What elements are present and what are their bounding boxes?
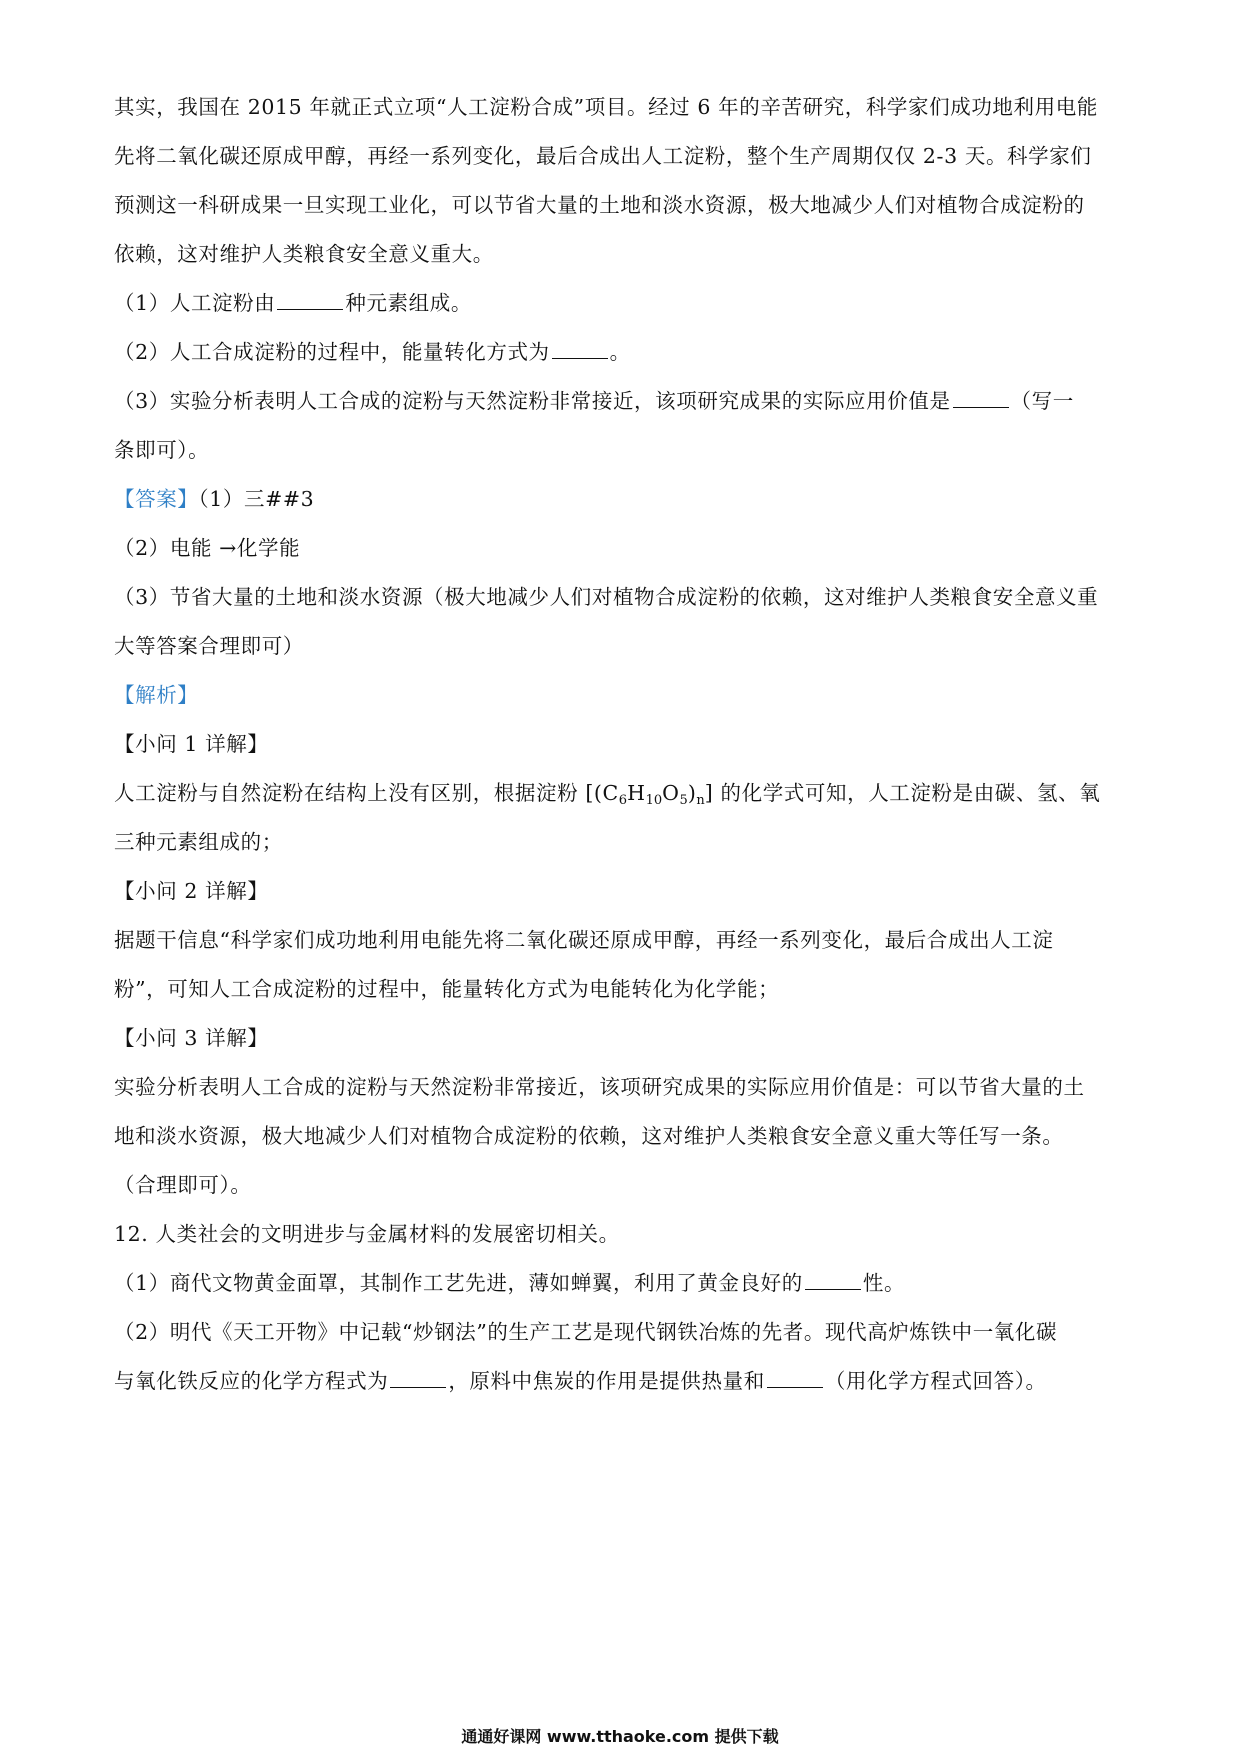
question-2-text: （2）人工合成淀粉的过程中，能量转化方式为 — [114, 340, 550, 364]
question-12-part-2-line-1: （2）明代《天工开物》中记载“炒钢法”的生产工艺是现代钢铁冶炼的先者。现代高炉炼铁中一氧化碳 — [114, 1320, 1058, 1344]
question-3-line-2: 条即可）。 — [114, 438, 210, 462]
answer-blank — [390, 1367, 446, 1388]
subquestion-3-line-3: （合理即可）。 — [114, 1173, 252, 1197]
answer-label: 【答案】 — [114, 487, 199, 511]
intro-line-4: 依赖，这对维护人类粮食安全意义重大。 — [114, 242, 494, 266]
analysis-label: 【解析】 — [114, 683, 199, 707]
question-12-part-2-text-mid: ，原料中焦炭的作用是提供热量和 — [448, 1369, 765, 1393]
answer-blank — [805, 1269, 861, 1290]
subquestion-3-line-2: 地和淡水资源，极大地减少人们对植物合成淀粉的依赖，这对维护人类粮食安全意义重大等任写一条。 — [114, 1124, 1064, 1148]
question-12-stem: 12. 人类社会的文明进步与金属材料的发展密切相关。 — [114, 1222, 620, 1246]
subquestion-1-title: 【小问 1 详解】 — [114, 732, 269, 756]
subquestion-2-line-2: 粉”，可知人工合成淀粉的过程中，能量转化方式为电能转化为化学能； — [114, 977, 780, 1001]
answer-blank — [277, 289, 343, 310]
question-2 — [114, 337, 1130, 367]
question-12-part-1-text-end: 性。 — [862, 1271, 906, 1295]
subquestion-1-text: 人工淀粉与自然淀粉在结构上没有区别，根据淀粉 [(C — [114, 781, 619, 805]
intro-line-2: 先将二氧化碳还原成甲醇，再经一系列变化，最后合成出人工淀粉，整个生产周期仅仅 2-3 天。科学家们 — [114, 144, 1092, 168]
subquestion-2-title: 【小问 2 详解】 — [114, 879, 269, 903]
question-12-part-1 — [114, 1268, 1130, 1298]
subquestion-3-line-1: 实验分析表明人工合成的淀粉与天然淀粉非常接近，该项研究成果的实际应用价值是：可以节省大量的土 — [114, 1075, 1085, 1099]
answer-3-line-1: （3）节省大量的土地和淡水资源（极大地减少人们对植物合成淀粉的依赖，这对维护人类粮食安全意义重 — [114, 585, 1099, 609]
formula-subscript: n — [696, 793, 705, 808]
question-1 — [114, 288, 1130, 318]
question-3 — [114, 386, 1130, 416]
answer-3-line-2: 大等答案合理即可） — [114, 634, 304, 658]
formula-element: O — [662, 781, 680, 805]
formula-element: ) — [687, 781, 697, 805]
formula-subscript: 6 — [618, 793, 628, 808]
formula-subscript: 5 — [679, 793, 688, 808]
question-1-text-end: 种元素组成。 — [345, 291, 472, 315]
subquestion-3-title: 【小问 3 详解】 — [114, 1026, 269, 1050]
question-3-text: （3）实验分析表明人工合成的淀粉与天然淀粉非常接近，该项研究成果的实际应用价值是 — [114, 389, 951, 413]
subquestion-1-line-2: 三种元素组成的； — [114, 830, 283, 854]
answer-blank — [953, 387, 1009, 408]
answer-blank — [552, 338, 608, 359]
question-12-part-2-line-2 — [114, 1366, 1130, 1396]
page-footer: 通通好课网 www.tthaoke.com 提供下载 — [461, 1727, 779, 1746]
question-2-text-end: 。 — [609, 340, 631, 364]
intro-line-3: 预测这一科研成果一旦实现工业化，可以节省大量的土地和淡水资源，极大地减少人们对植物合成淀粉的 — [114, 193, 1085, 217]
intro-line-1: 其实，我国在 2015 年就正式立项“人工淀粉合成”项目。经过 6 年的辛苦研究，科学家们成功地利用电能 — [114, 95, 1098, 119]
answer-line-1 — [114, 484, 1130, 514]
question-12-part-2-text-end: （用化学方程式回答）。 — [824, 1369, 1047, 1393]
formula-element: H — [627, 781, 646, 805]
subquestion-2-line-1: 据题干信息“科学家们成功地利用电能先将二氧化碳还原成甲醇，再经一系列变化，最后合成出人工淀 — [114, 928, 1054, 952]
answer-1: （1）三##3 — [198, 487, 315, 511]
answer-2: （2）电能 →化学能 — [114, 536, 301, 560]
answer-blank — [767, 1367, 823, 1388]
question-1-text: （1）人工淀粉由 — [114, 291, 276, 315]
subquestion-1-text-end: ] 的化学式可知，人工淀粉是由碳、氢、氧 — [704, 781, 1101, 805]
question-12-part-2-text: 与氧化铁反应的化学方程式为 — [114, 1369, 389, 1393]
question-3-text-end: （写一 — [1010, 389, 1074, 413]
question-12-part-1-text: （1）商代文物黄金面罩，其制作工艺先进，薄如蝉翼，利用了黄金良好的 — [114, 1271, 803, 1295]
formula-subscript: 10 — [645, 793, 663, 808]
subquestion-1-line-1 — [114, 778, 1130, 816]
